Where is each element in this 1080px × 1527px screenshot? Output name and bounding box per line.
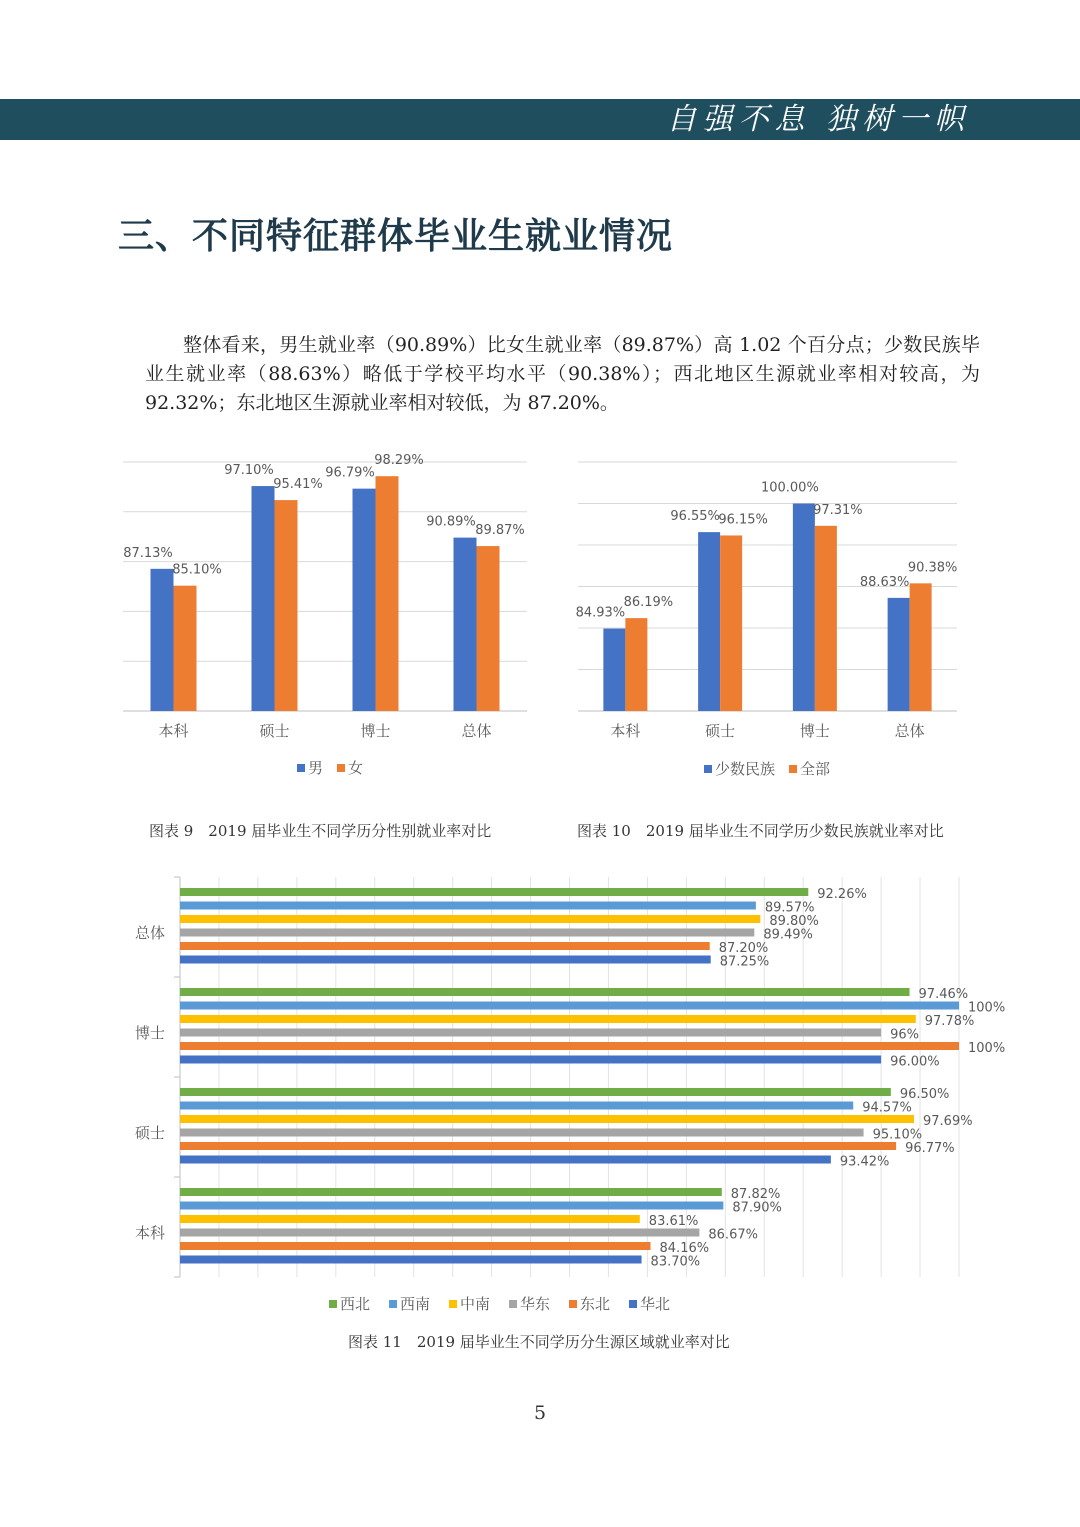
bar-西北 bbox=[180, 988, 910, 996]
data-label: 83.70% bbox=[650, 1254, 701, 1270]
bar-primary bbox=[603, 629, 625, 711]
data-label: 97.46% bbox=[918, 987, 969, 1002]
data-label: 89.49% bbox=[763, 927, 813, 943]
data-label: 84.16% bbox=[659, 1241, 710, 1256]
data-label: 87.90% bbox=[732, 1200, 782, 1216]
data-label: 96.55% bbox=[670, 509, 720, 525]
bar-华北 bbox=[180, 956, 711, 964]
bar-西南 bbox=[180, 1002, 959, 1010]
tick-label: 博士 bbox=[799, 722, 830, 740]
bar-secondary bbox=[815, 526, 837, 711]
tick-label: 本科 bbox=[134, 1224, 166, 1242]
legend-swatch bbox=[509, 1300, 517, 1308]
bar-华北 bbox=[180, 1156, 831, 1164]
data-label: 88.63% bbox=[859, 574, 910, 590]
data-label: 100% bbox=[968, 1041, 1006, 1056]
legend-label: 华北 bbox=[640, 1295, 671, 1313]
data-label: 85.10% bbox=[172, 562, 222, 578]
legend-swatch bbox=[297, 764, 305, 772]
bar-华北 bbox=[180, 1056, 881, 1064]
bar-华东 bbox=[180, 1129, 864, 1137]
data-label: 96.00% bbox=[890, 1054, 940, 1070]
section-title: 三、不同特征群体毕业生就业情况 bbox=[118, 215, 674, 257]
data-label: 97.69% bbox=[923, 1114, 973, 1129]
bar-东北 bbox=[180, 1042, 959, 1050]
legend-label: 西北 bbox=[340, 1295, 371, 1313]
bar-中南 bbox=[180, 915, 760, 923]
tick-label: 博士 bbox=[134, 1024, 166, 1042]
bar-primary bbox=[793, 504, 815, 712]
tick-label: 总体 bbox=[134, 924, 166, 942]
data-label: 98.29% bbox=[374, 453, 424, 469]
bar-西南 bbox=[180, 1102, 853, 1110]
tick-label: 总体 bbox=[894, 722, 925, 740]
chart-region-by-degree bbox=[120, 870, 1006, 1320]
bar-西南 bbox=[180, 1202, 723, 1210]
data-label: 87.20% bbox=[718, 941, 769, 956]
header-motto: 自强不息 独树一帜 bbox=[666, 102, 970, 137]
data-label: 96% bbox=[890, 1027, 920, 1043]
data-label: 100.00% bbox=[760, 480, 819, 496]
bar-secondary bbox=[625, 618, 647, 711]
data-label: 86.19% bbox=[623, 595, 674, 611]
legend-label: 男 bbox=[308, 759, 324, 777]
tick-label: 硕士 bbox=[705, 722, 736, 740]
bar-西北 bbox=[180, 888, 808, 896]
legend-swatch bbox=[329, 1300, 337, 1308]
bar-东北 bbox=[180, 1242, 651, 1250]
bar-primary bbox=[454, 538, 477, 711]
tick-label: 硕士 bbox=[134, 1124, 166, 1142]
data-label: 96.15% bbox=[718, 512, 768, 528]
header-banner bbox=[0, 99, 1080, 140]
data-label: 95.41% bbox=[273, 477, 323, 493]
data-label: 89.80% bbox=[769, 914, 819, 929]
tick-label: 硕士 bbox=[259, 722, 290, 740]
data-label: 87.25% bbox=[719, 954, 770, 970]
data-label: 89.87% bbox=[475, 523, 525, 539]
intro-paragraph: 整体看来，男生就业率（90.89%）比女生就业率（89.87%）高 1.02 个百分点；少数民族毕业生就业率（88.63%）略低于学校平均水平（90.38%）；西北地区生源就业率相对较高，为 92.32%；东北地区生源就业率相对较低，为 87.20%。 bbox=[145, 334, 980, 414]
chart-gender-by-degree bbox=[120, 450, 530, 790]
legend-swatch bbox=[704, 765, 712, 773]
legend-swatch bbox=[337, 764, 345, 772]
data-label: 94.57% bbox=[862, 1100, 912, 1116]
bar-primary bbox=[888, 598, 910, 711]
caption-fig9: 图表 9 2019 届毕业生不同学历分性别就业率对比 bbox=[149, 822, 492, 840]
tick-label: 本科 bbox=[158, 722, 189, 740]
page-number: 5 bbox=[533, 1402, 547, 1424]
bar-华东 bbox=[180, 1029, 881, 1037]
data-label: 86.67% bbox=[708, 1227, 758, 1243]
bar-primary bbox=[252, 486, 275, 711]
legend-label: 华东 bbox=[520, 1295, 551, 1313]
bar-secondary bbox=[910, 583, 932, 711]
bar-西北 bbox=[180, 1088, 891, 1096]
bar-primary bbox=[353, 489, 376, 711]
tick-label: 总体 bbox=[461, 722, 492, 740]
legend-swatch bbox=[569, 1300, 577, 1308]
bar-华北 bbox=[180, 1256, 642, 1264]
bar-西北 bbox=[180, 1188, 722, 1196]
data-label: 84.93% bbox=[575, 605, 626, 621]
bar-中南 bbox=[180, 1115, 914, 1123]
legend-label: 西南 bbox=[400, 1295, 431, 1313]
data-label: 96.50% bbox=[899, 1087, 950, 1102]
data-label: 92.26% bbox=[817, 887, 867, 902]
data-label: 87.13% bbox=[123, 545, 173, 561]
bar-primary bbox=[698, 532, 720, 711]
bar-中南 bbox=[180, 1215, 640, 1223]
data-label: 97.78% bbox=[924, 1014, 975, 1029]
caption-fig11: 图表 11 2019 届毕业生不同学历分生源区域就业率对比 bbox=[348, 1333, 730, 1351]
bar-secondary bbox=[376, 476, 399, 711]
bar-secondary bbox=[720, 535, 742, 711]
tick-label: 博士 bbox=[360, 722, 391, 740]
data-label: 95.10% bbox=[872, 1127, 923, 1143]
legend-swatch bbox=[449, 1300, 457, 1308]
bar-东北 bbox=[180, 942, 710, 950]
bar-secondary bbox=[174, 586, 197, 711]
data-label: 89.57% bbox=[764, 900, 815, 916]
caption-fig10: 图表 10 2019 届毕业生不同学历少数民族就业率对比 bbox=[577, 822, 944, 840]
data-label: 97.10% bbox=[224, 463, 274, 479]
data-label: 96.77% bbox=[905, 1141, 955, 1156]
chart-minority-by-degree bbox=[575, 450, 965, 790]
data-label: 97.31% bbox=[813, 502, 863, 518]
bar-primary bbox=[151, 569, 174, 711]
data-label: 83.61% bbox=[648, 1214, 699, 1229]
bar-华东 bbox=[180, 1229, 699, 1237]
data-label: 90.38% bbox=[907, 560, 958, 576]
data-label: 93.42% bbox=[839, 1154, 890, 1170]
bar-华东 bbox=[180, 929, 754, 937]
tick-label: 本科 bbox=[610, 722, 641, 740]
data-label: 96.79% bbox=[325, 465, 375, 481]
legend-label: 东北 bbox=[580, 1295, 611, 1313]
data-label: 90.89% bbox=[426, 514, 476, 530]
legend-swatch bbox=[389, 1300, 397, 1308]
legend-label: 全部 bbox=[800, 760, 831, 778]
legend-label: 少数民族 bbox=[715, 760, 776, 778]
bar-secondary bbox=[477, 546, 500, 711]
legend-swatch bbox=[789, 765, 797, 773]
bar-西南 bbox=[180, 902, 756, 910]
bar-东北 bbox=[180, 1142, 896, 1150]
data-label: 100% bbox=[968, 1000, 1006, 1016]
legend-label: 女 bbox=[348, 759, 364, 777]
bar-secondary bbox=[275, 500, 298, 711]
data-label: 87.82% bbox=[730, 1187, 781, 1202]
legend-swatch bbox=[629, 1300, 637, 1308]
bar-中南 bbox=[180, 1015, 916, 1023]
legend-label: 中南 bbox=[460, 1295, 491, 1313]
